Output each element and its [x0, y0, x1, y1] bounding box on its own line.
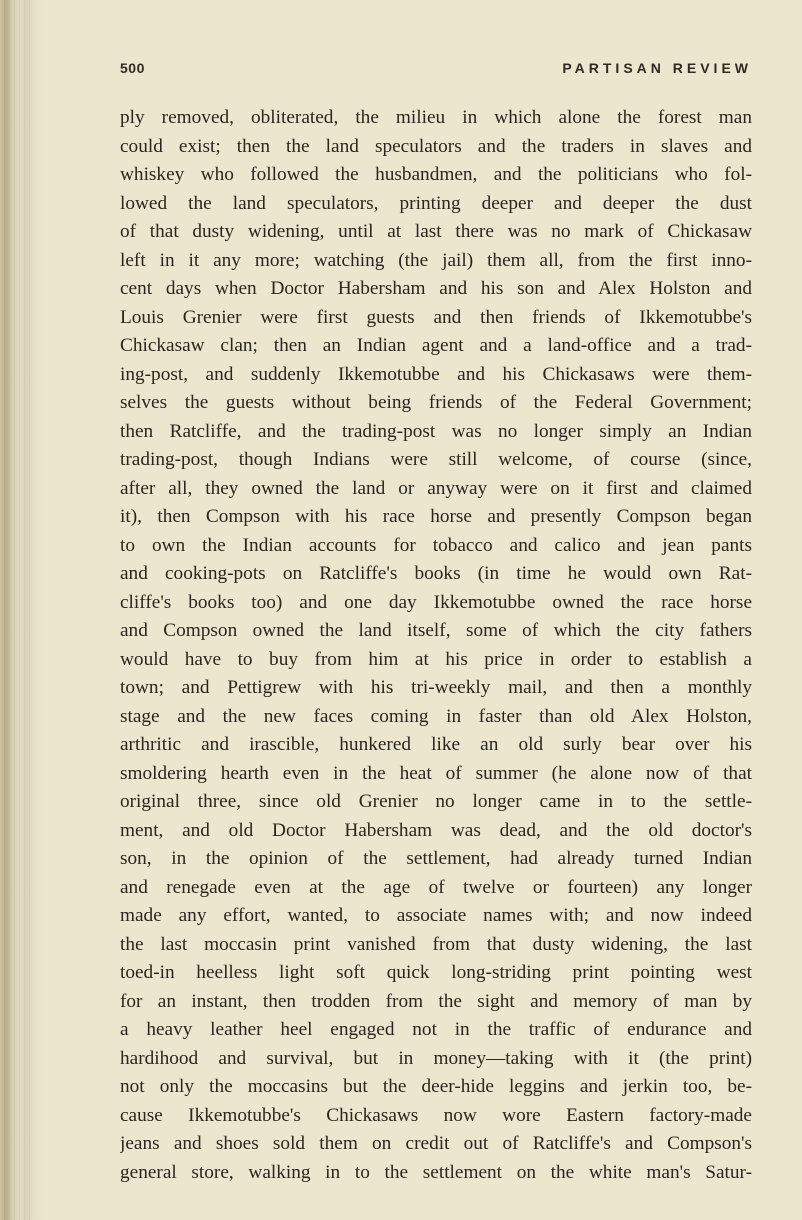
text-line: hardihood and survival, but in money—taking with it (the print)	[120, 1047, 752, 1069]
text-line: not only the moccasins but the deer-hide leggins and jerkin too, be-	[120, 1076, 752, 1097]
text-line: it), then Compson with his race horse and presently Compson began	[120, 506, 752, 527]
text-line: cliffe's books too) and one day Ikkemotubbe owned the race horse	[120, 591, 752, 613]
text-line: ment, and old Doctor Habersham was dead, and the old doctor's	[120, 819, 752, 841]
text-line: for an instant, then trodden from the sight and memory of man by	[120, 990, 752, 1012]
text-line: to own the Indian accounts for tobacco and calico and jean pants	[120, 534, 752, 556]
text-line: made any effort, wanted, to associate names with; and now indeed	[120, 905, 752, 926]
text-line: the last moccasin print vanished from that dusty widening, the last	[120, 933, 752, 955]
body-text	[120, 104, 752, 1187]
text-line: whiskey who followed the husbandmen, and the politicians who fol-	[120, 164, 752, 185]
text-line: cause Ikkemotubbe's Chickasaws now wore Eastern factory-made	[120, 1104, 752, 1126]
text-line: of that dusty widening, until at last there was no mark of Chickasaw	[120, 221, 752, 242]
running-head	[120, 58, 752, 84]
text-line: ing-post, and suddenly Ikkemotubbe and his Chickasaws were them-	[120, 363, 752, 385]
text-line: and cooking-pots on Ratcliffe's books (in time he would own Rat-	[120, 563, 752, 584]
text-line: town; and Pettigrew with his tri-weekly mail, and then a monthly	[120, 677, 752, 698]
gutter-shadow-lines	[4, 0, 32, 1220]
text-line: smoldering hearth even in the heat of summer (he alone now of that	[120, 762, 752, 784]
text-line: toed-in heelless light soft quick long-striding print pointing west	[120, 962, 752, 983]
text-line: after all, they owned the land or anyway were on it first and claimed	[120, 477, 752, 499]
book-page	[120, 58, 752, 1187]
text-line: left in it any more; watching (the jail) them all, from the first inno-	[120, 249, 752, 271]
page-number: 500	[120, 60, 145, 76]
text-line: Louis Grenier were first guests and then friends of Ikkemotubbe's	[120, 306, 752, 328]
text-line: son, in the opinion of the settlement, had already turned Indian	[120, 848, 752, 869]
text-line: general store, walking in to the settlement on the white man's Satur-	[120, 1161, 752, 1183]
text-line: stage and the new faces coming in faster than old Alex Holston,	[120, 705, 752, 727]
text-line: a heavy leather heel engaged not in the traffic of endurance and	[120, 1019, 752, 1040]
text-line: ply removed, obliterated, the milieu in which alone the forest man	[120, 107, 752, 128]
text-line: lowed the land speculators, printing deeper and deeper the dust	[120, 192, 752, 214]
text-line: jeans and shoes sold them on credit out of Ratcliffe's and Compson's	[120, 1133, 752, 1154]
text-line: arthritic and irascible, hunkered like an old surly bear over his	[120, 734, 752, 755]
text-line: trading-post, though Indians were still welcome, of course (since,	[120, 449, 752, 470]
text-line: would have to buy from him at his price in order to establish a	[120, 648, 752, 670]
text-line: then Ratcliffe, and the trading-post was no longer simply an Indian	[120, 420, 752, 442]
text-line: cent days when Doctor Habersham and his son and Alex Holston and	[120, 278, 752, 299]
text-line: and Compson owned the land itself, some of which the city fathers	[120, 620, 752, 641]
text-line: and renegade even at the age of twelve or fourteen) any longer	[120, 876, 752, 898]
book-gutter	[0, 0, 44, 1220]
text-line: Chickasaw clan; then an Indian agent and a land-office and a trad-	[120, 335, 752, 356]
journal-title: PARTISAN REVIEW	[562, 60, 752, 76]
text-line: selves the guests without being friends of the Federal Government;	[120, 392, 752, 413]
text-line: could exist; then the land speculators and the traders in slaves and	[120, 135, 752, 157]
text-line: original three, since old Grenier no longer came in to the settle-	[120, 791, 752, 812]
